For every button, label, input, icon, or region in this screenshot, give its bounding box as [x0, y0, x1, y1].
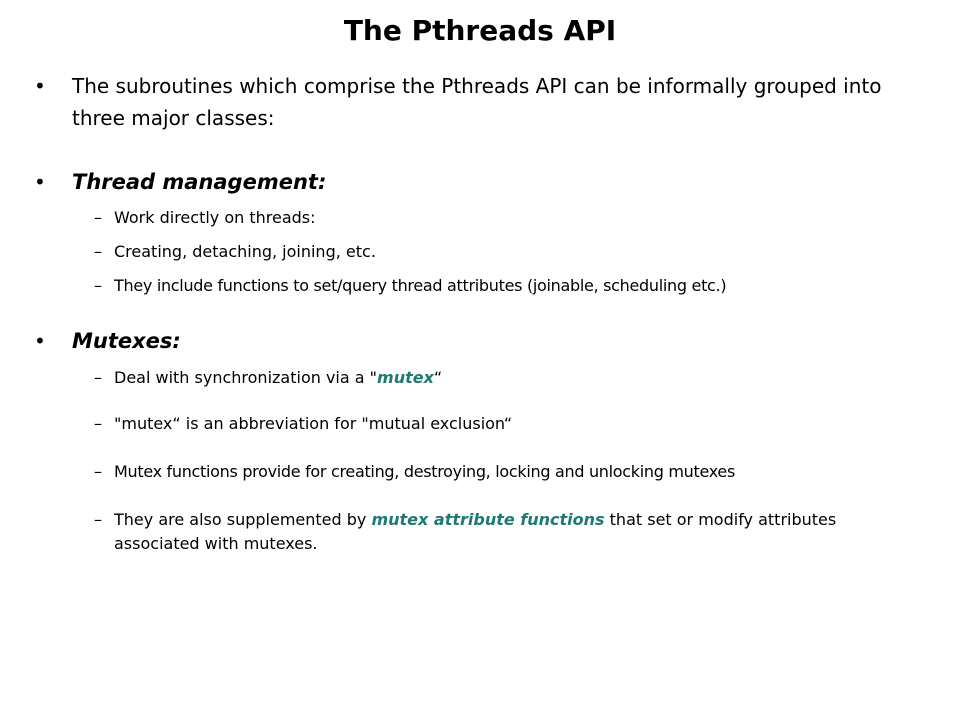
mutex-item-text	[114, 508, 914, 556]
slide-title: The Pthreads API	[343, 14, 617, 47]
mutex-item-4	[94, 508, 914, 556]
intro-bullet	[34, 70, 914, 134]
mutex-item4-prefix: They are also supplemented by	[114, 510, 372, 529]
dash-glyph: –	[94, 276, 102, 295]
mutex-item4-suffix: that set or modify attributes associated with mutexes.	[114, 510, 837, 553]
thread-item-text: They include functions to set/query thread attributes (joinable, scheduling etc.)	[114, 276, 727, 295]
dash-glyph: –	[94, 414, 102, 433]
dash-glyph: –	[94, 368, 102, 387]
intro-text: The subroutines which comprise the Pthreads API can be informally grouped into three major classes:	[72, 74, 882, 130]
thread-management-heading: Thread management:	[72, 170, 327, 194]
mutex-item1-prefix: Deal with synchronization via a "	[114, 368, 378, 387]
mutex-item-1	[94, 366, 914, 390]
bullet-dot: •	[34, 170, 46, 194]
thread-item-text: Work directly on threads:	[114, 208, 316, 227]
mutex-item-text: Mutex functions provide for creating, destroying, locking and unlocking mutexes	[114, 462, 735, 481]
dash-glyph: –	[94, 510, 102, 529]
mutex-item-text	[114, 366, 914, 390]
bullet-dot: •	[34, 74, 46, 98]
bullet-dot: •	[34, 329, 46, 353]
thread-item-1	[94, 206, 914, 230]
dash-glyph: –	[94, 462, 102, 481]
mutexes-heading: Mutexes:	[72, 329, 181, 353]
mutex-item-2	[94, 412, 914, 436]
mutex-highlight: mutex	[377, 368, 434, 387]
thread-item-text: Creating, detaching, joining, etc.	[114, 242, 376, 261]
dash-glyph: –	[94, 242, 102, 261]
thread-management-bullet	[34, 166, 914, 198]
dash-glyph: –	[94, 208, 102, 227]
mutex-item1-suffix: “	[433, 368, 443, 387]
thread-item-2	[94, 240, 914, 264]
mutex-item-3	[94, 460, 914, 484]
mutex-item-text: "mutex“ is an abbreviation for "mutual exclusion“	[114, 414, 513, 433]
mutex-attribute-functions-highlight: mutex attribute functions	[371, 510, 605, 529]
thread-item-3	[94, 274, 914, 298]
mutexes-bullet	[34, 325, 914, 357]
